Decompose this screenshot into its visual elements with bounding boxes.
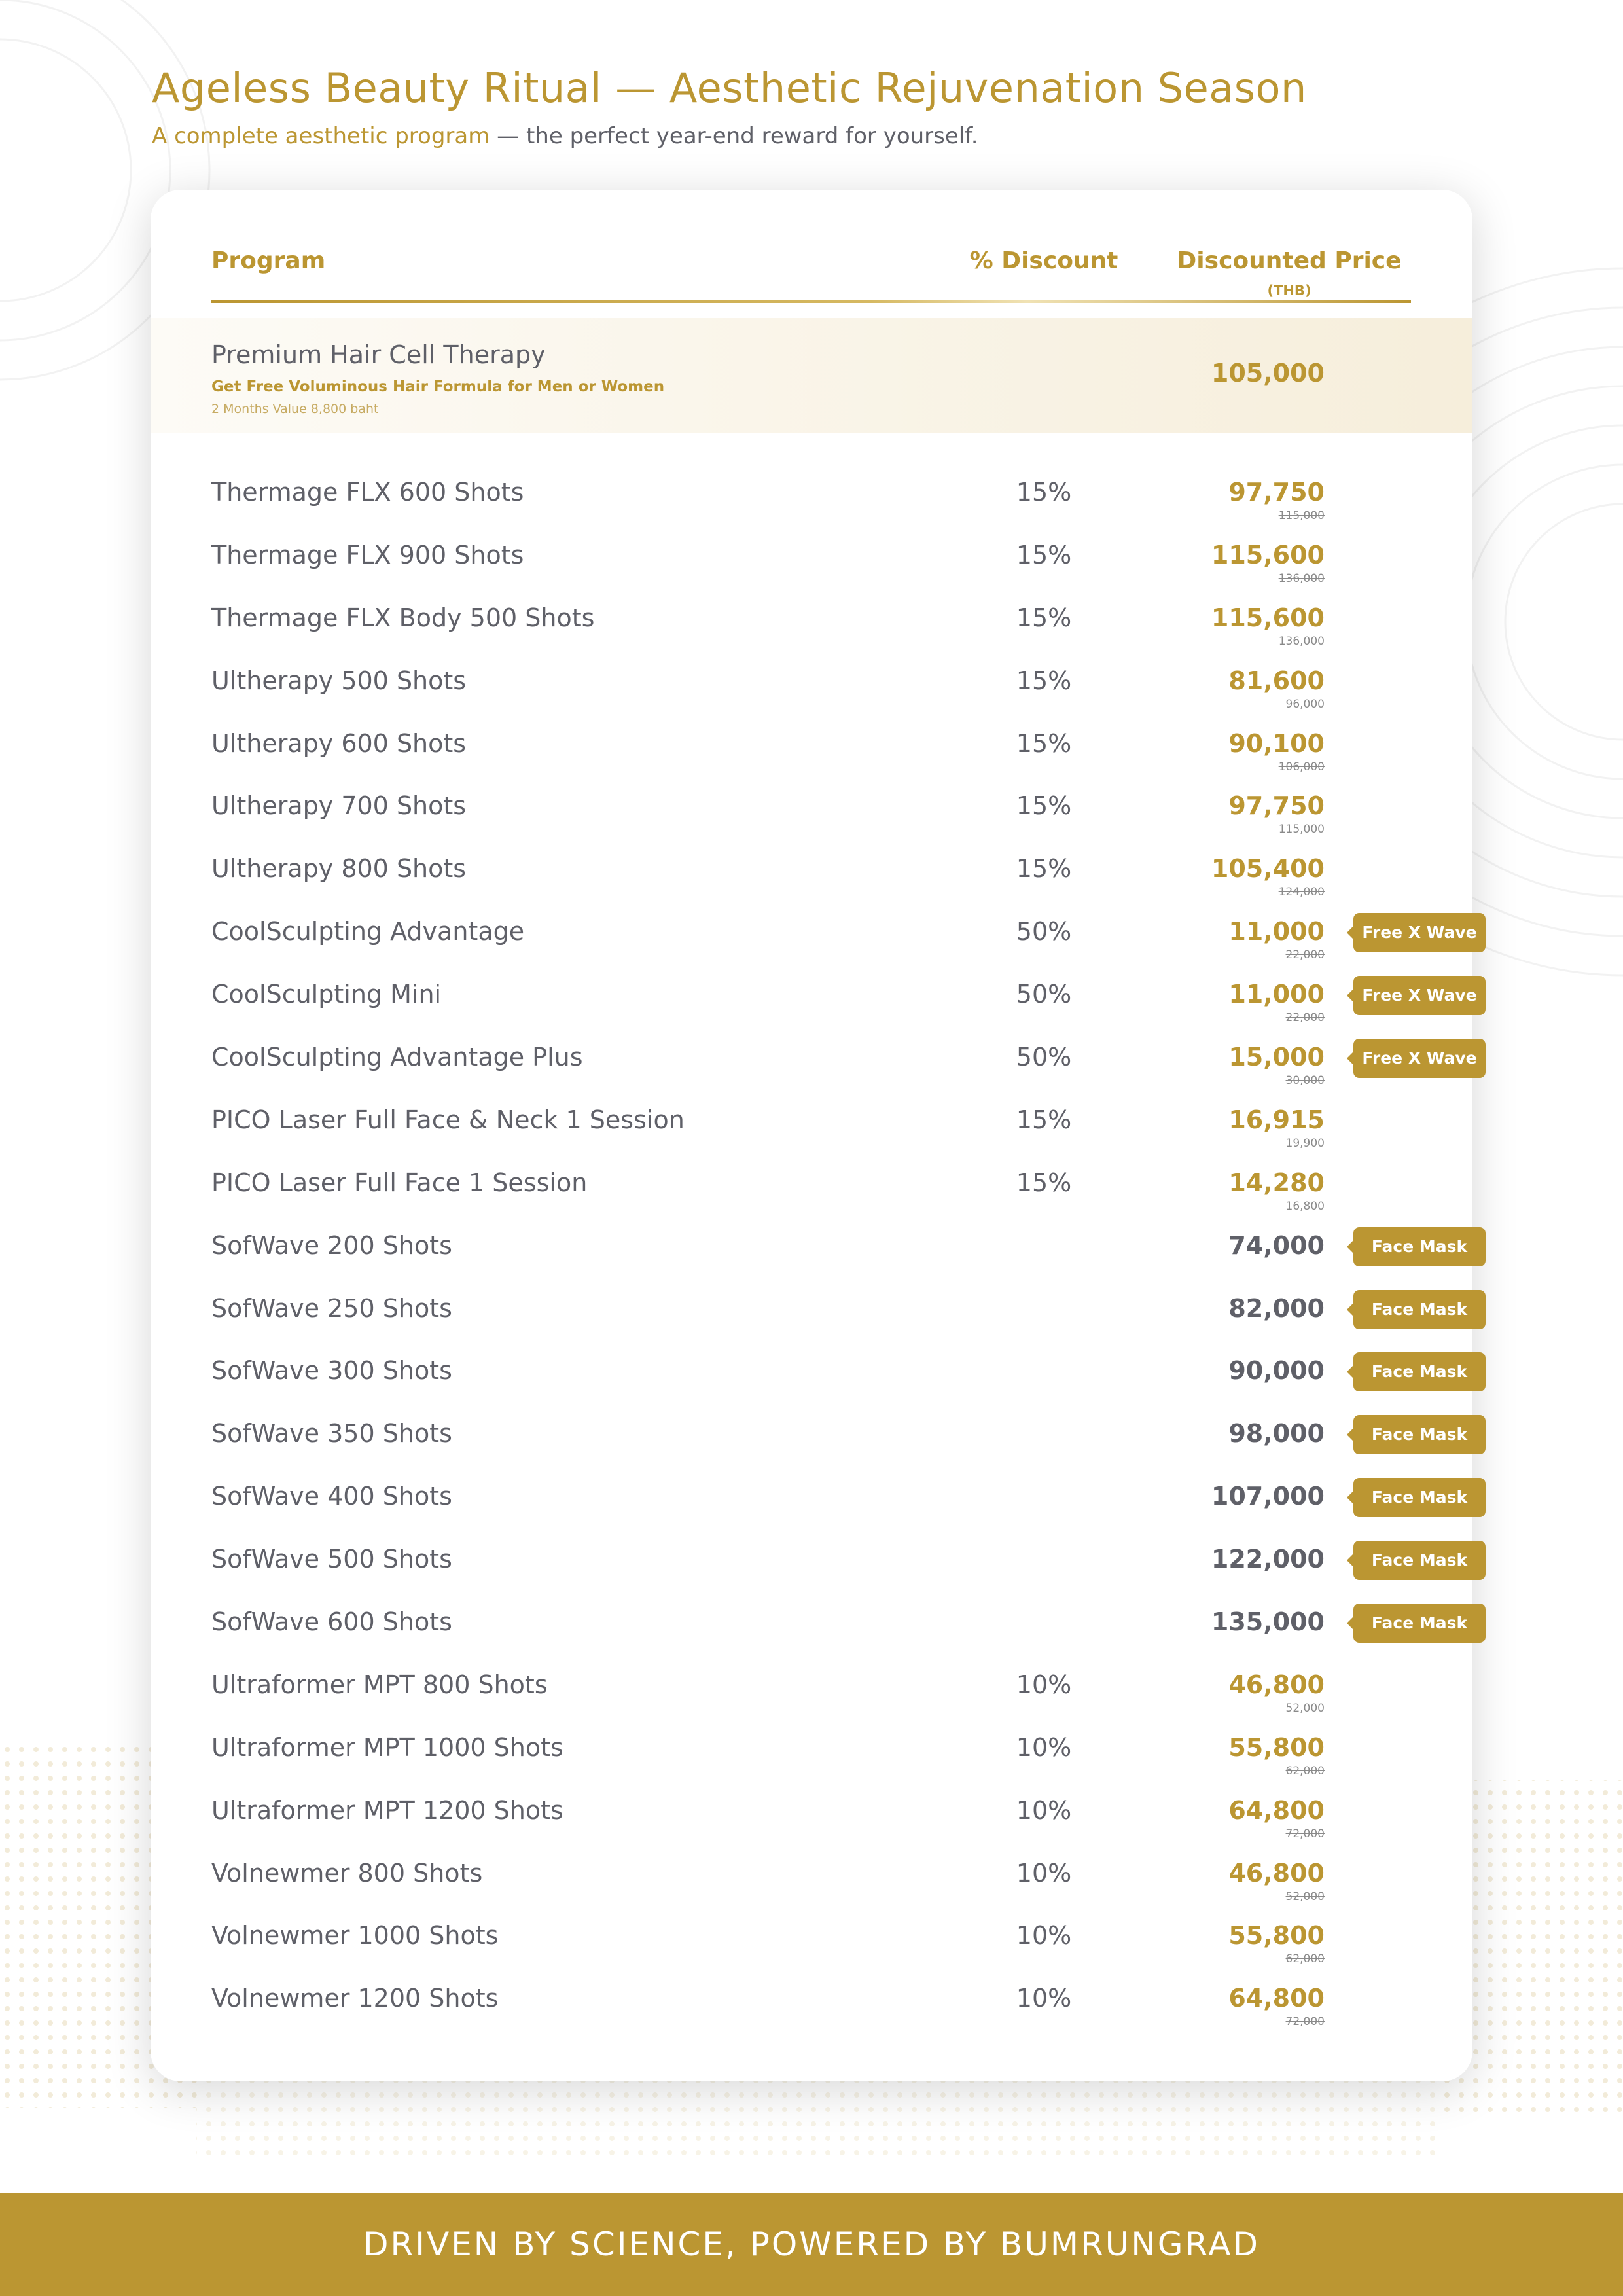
original-price: 136,000 (1278, 571, 1325, 585)
program-name: Volnewmer 1200 Shots (211, 1984, 499, 2013)
footer-tagline: DRIVEN BY SCIENCE, POWERED BY BUMRUNGRAD (363, 2225, 1260, 2263)
gift-badge: Face Mask (1353, 1415, 1486, 1454)
program-name: SofWave 300 Shots (211, 1356, 452, 1386)
discounted-price: 82,000 (1228, 1293, 1325, 1323)
table-row (151, 1043, 1477, 1105)
table-row (151, 791, 1472, 854)
gift-badge: Free X Wave (1353, 1039, 1486, 1078)
page-title: Ageless Beauty Ritual — Aesthetic Rejuvenation Season (152, 64, 1307, 112)
original-price: 96,000 (1285, 697, 1325, 711)
discounted-price: 90,100 (1228, 728, 1325, 758)
column-header-price-label: Discounted Price (1177, 247, 1402, 274)
program-name: Ultraformer MPT 800 Shots (211, 1670, 548, 1699)
discount-percent: 10% (1016, 1921, 1072, 1950)
footer-bar (0, 2193, 1623, 2296)
original-price: 22,000 (1285, 1011, 1325, 1025)
gift-badge: Face Mask (1353, 1227, 1486, 1266)
table-row (151, 478, 1472, 541)
program-name: Ultherapy 700 Shots (211, 791, 467, 821)
table-row (151, 1670, 1472, 1733)
discount-percent: 15% (1016, 666, 1072, 695)
discounted-price: 55,800 (1228, 1921, 1325, 1950)
discounted-price: 55,800 (1228, 1732, 1325, 1762)
column-header-price (1152, 247, 1427, 301)
discount-percent: 10% (1016, 1795, 1072, 1825)
discount-percent: 10% (1016, 1732, 1072, 1762)
discount-percent: 50% (1016, 1043, 1072, 1072)
table-row (151, 541, 1472, 603)
gift-badge: Face Mask (1353, 1352, 1486, 1391)
discounted-price: 122,000 (1211, 1545, 1325, 1574)
table-row (151, 1294, 1472, 1357)
original-price: 16,800 (1285, 1199, 1325, 1213)
original-price: 72,000 (1285, 1827, 1325, 1840)
table-row (151, 1356, 1472, 1419)
table-row (151, 1733, 1472, 1796)
program-name: Ultherapy 600 Shots (211, 728, 467, 758)
original-price: 62,000 (1285, 1764, 1325, 1778)
highlight-program-name: Premium Hair Cell Therapy (211, 340, 546, 369)
table-row (151, 1859, 1472, 1922)
discounted-price: 90,000 (1228, 1356, 1325, 1386)
discount-percent: 15% (1016, 854, 1072, 884)
original-price: 106,000 (1278, 760, 1325, 774)
original-price: 115,000 (1278, 823, 1325, 836)
original-price: 136,000 (1278, 634, 1325, 648)
program-name: Thermage FLX 900 Shots (211, 540, 524, 569)
program-name: Volnewmer 1000 Shots (211, 1921, 499, 1950)
discounted-price: 115,600 (1211, 603, 1325, 632)
discount-percent: 15% (1016, 728, 1072, 758)
table-row (151, 1419, 1472, 1482)
discounted-price: 105,400 (1211, 854, 1325, 884)
highlight-value-note: 2 Months Value 8,800 baht (211, 402, 379, 416)
subtitle-accent: A complete aesthetic program (152, 123, 490, 149)
table-row (151, 1984, 1472, 2047)
discounted-price: 64,800 (1228, 1795, 1325, 1825)
discounted-price: 46,800 (1228, 1670, 1325, 1699)
gift-badge: Free X Wave (1353, 913, 1486, 952)
original-price: 19,900 (1285, 1136, 1325, 1150)
page-subtitle (152, 123, 978, 149)
program-name: PICO Laser Full Face & Neck 1 Session (211, 1105, 685, 1134)
discounted-price: 97,750 (1228, 791, 1325, 821)
table-row (151, 917, 1477, 980)
program-name: CoolSculpting Advantage (211, 917, 525, 946)
original-price: 72,000 (1285, 2015, 1325, 2029)
highlight-row (151, 318, 1472, 433)
column-header-price-unit: (THB) (1267, 283, 1311, 298)
discount-percent: 10% (1016, 1670, 1072, 1699)
highlight-price: 105,000 (1211, 359, 1325, 387)
discounted-price: 46,800 (1228, 1858, 1325, 1888)
discount-percent: 50% (1016, 917, 1072, 946)
table-row (151, 603, 1472, 666)
discount-percent: 15% (1016, 540, 1072, 569)
table-row (151, 1105, 1472, 1168)
original-price: 22,000 (1285, 948, 1325, 962)
table-row (151, 1545, 1472, 1607)
table-row (151, 729, 1472, 792)
original-price: 124,000 (1278, 886, 1325, 899)
program-name: SofWave 400 Shots (211, 1482, 452, 1511)
program-name: Volnewmer 800 Shots (211, 1858, 483, 1888)
discount-percent: 10% (1016, 1858, 1072, 1888)
price-card (151, 190, 1477, 2081)
gift-badge: Face Mask (1353, 1478, 1486, 1517)
program-name: Ultraformer MPT 1200 Shots (211, 1795, 563, 1825)
discounted-price: 97,750 (1228, 478, 1325, 507)
discount-percent: 15% (1016, 1168, 1072, 1197)
discount-percent: 15% (1016, 478, 1072, 507)
header-divider (211, 300, 1411, 303)
program-name: SofWave 350 Shots (211, 1419, 452, 1448)
table-row (151, 1231, 1472, 1294)
discount-percent: 15% (1016, 791, 1072, 821)
program-name: CoolSculpting Mini (211, 980, 442, 1009)
table-row (151, 854, 1472, 917)
discounted-price: 98,000 (1228, 1419, 1325, 1448)
highlight-offer: Get Free Voluminous Hair Formula for Men or Women (211, 378, 665, 395)
discounted-price: 135,000 (1211, 1607, 1325, 1637)
program-list (151, 478, 1477, 2047)
discount-percent: 10% (1016, 1984, 1072, 2013)
discounted-price: 16,915 (1228, 1105, 1325, 1134)
original-price: 62,000 (1285, 1952, 1325, 1966)
program-name: Ultherapy 800 Shots (211, 854, 467, 884)
table-row (151, 1482, 1472, 1545)
original-price: 115,000 (1278, 509, 1325, 522)
original-price: 52,000 (1285, 1701, 1325, 1715)
gift-badge: Face Mask (1353, 1604, 1486, 1643)
program-name: SofWave 200 Shots (211, 1230, 452, 1260)
program-name: Ultraformer MPT 1000 Shots (211, 1732, 563, 1762)
gift-badge: Face Mask (1353, 1541, 1486, 1580)
discounted-price: 11,000 (1228, 917, 1325, 946)
table-row (151, 980, 1477, 1043)
program-name: SofWave 500 Shots (211, 1545, 452, 1574)
table-row (151, 1168, 1472, 1231)
program-name: Ultherapy 500 Shots (211, 666, 467, 695)
discounted-price: 115,600 (1211, 540, 1325, 569)
table-row (151, 666, 1472, 729)
original-price: 30,000 (1285, 1074, 1325, 1088)
table-row (151, 1796, 1472, 1859)
discounted-price: 74,000 (1228, 1230, 1325, 1260)
subtitle-rest: — the perfect year-end reward for yourself. (490, 123, 978, 149)
discount-percent: 15% (1016, 603, 1072, 632)
discounted-price: 14,280 (1228, 1168, 1325, 1197)
column-header-program: Program (211, 247, 326, 274)
discounted-price: 15,000 (1228, 1043, 1325, 1072)
original-price: 52,000 (1285, 1890, 1325, 1903)
program-name: Thermage FLX Body 500 Shots (211, 603, 595, 632)
program-name: Thermage FLX 600 Shots (211, 478, 524, 507)
column-header-discount: % Discount (969, 247, 1118, 274)
table-row (151, 1607, 1472, 1670)
program-name: CoolSculpting Advantage Plus (211, 1043, 583, 1072)
discounted-price: 81,600 (1228, 666, 1325, 695)
discounted-price: 11,000 (1228, 980, 1325, 1009)
discount-percent: 50% (1016, 980, 1072, 1009)
program-name: SofWave 250 Shots (211, 1293, 452, 1323)
gift-badge: Free X Wave (1353, 976, 1486, 1015)
table-row (151, 1921, 1472, 1984)
discounted-price: 107,000 (1211, 1482, 1325, 1511)
gift-badge: Face Mask (1353, 1290, 1486, 1329)
discount-percent: 15% (1016, 1105, 1072, 1134)
program-name: PICO Laser Full Face 1 Session (211, 1168, 588, 1197)
discounted-price: 64,800 (1228, 1984, 1325, 2013)
program-name: SofWave 600 Shots (211, 1607, 452, 1637)
